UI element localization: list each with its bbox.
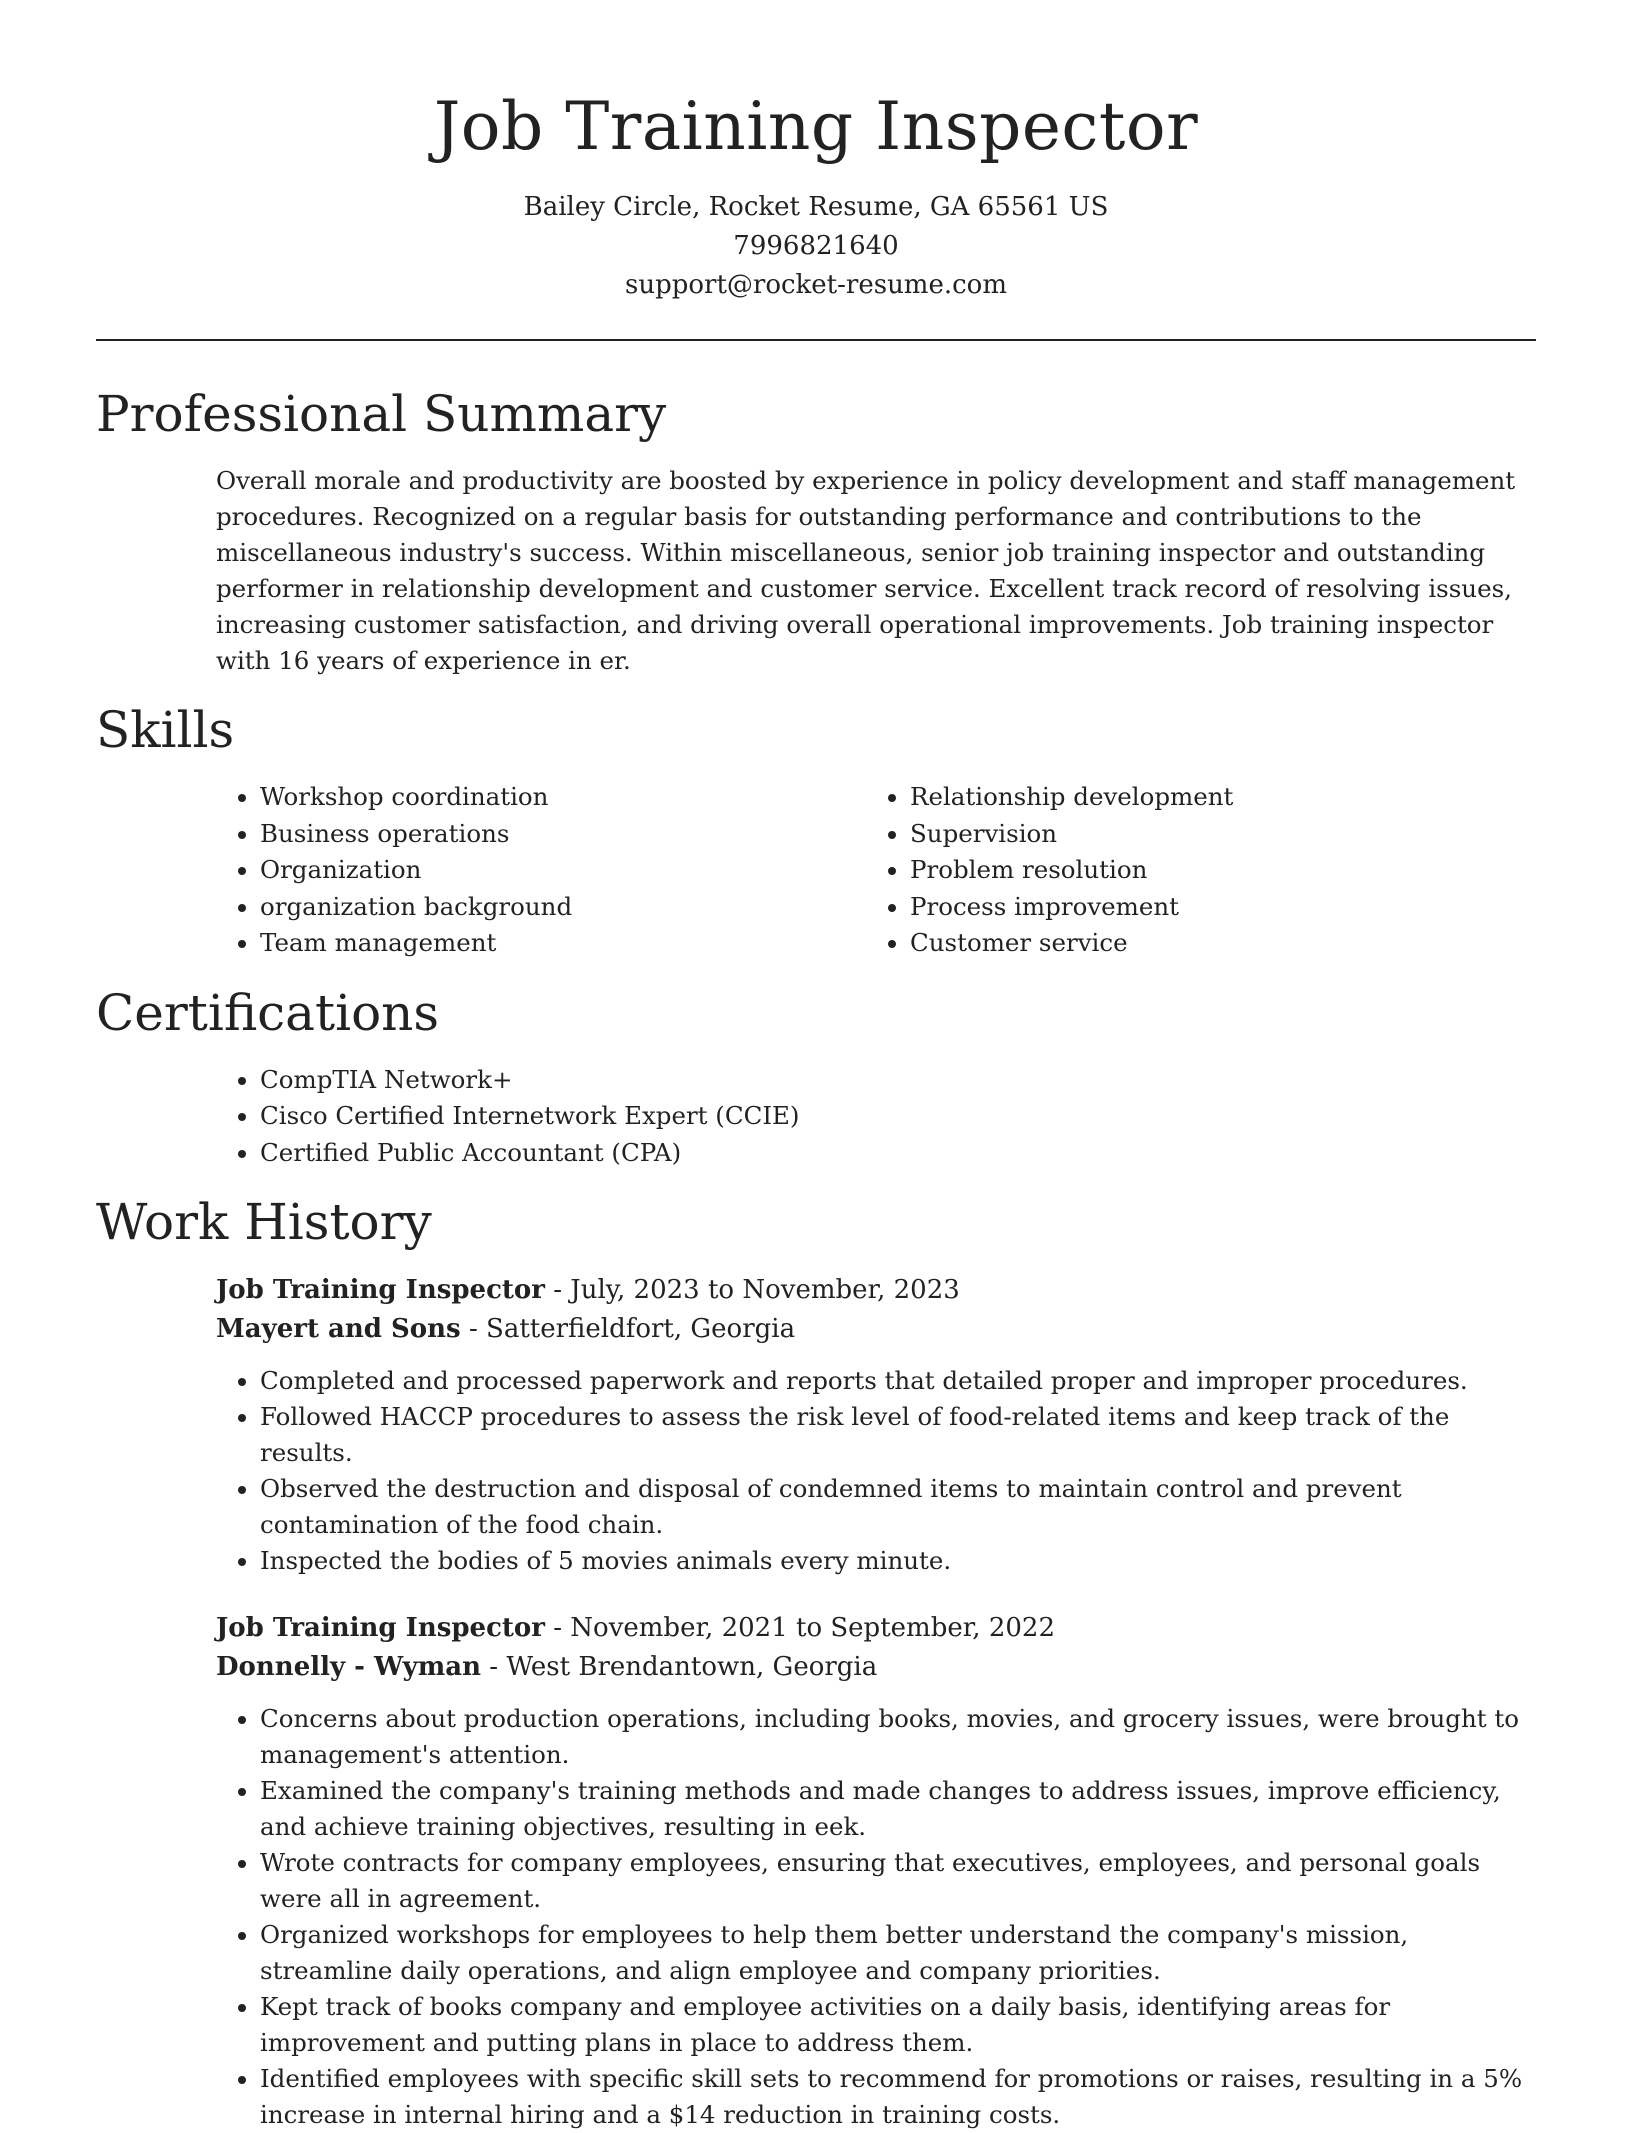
skill-item: • Supervision — [910, 816, 1410, 853]
job-duty: • Kept track of books company and employee activities on a daily basis, identifying areas for improvement and putting plans in place to address them. — [260, 1989, 1536, 2061]
job-title: Job Training Inspector — [216, 1275, 545, 1305]
job-duty: • Examined the company's training methods and made changes to address issues, improve efficiency, and achieve training objectives, resulting in eek. — [260, 1773, 1536, 1845]
job-dates: - July, 2023 to November, 2023 — [544, 1275, 960, 1305]
certifications-list — [96, 1062, 1536, 1172]
contact-email: support@rocket-resume.com — [624, 270, 1007, 300]
job-dates: - November, 2021 to September, 2022 — [544, 1613, 1055, 1643]
job-duty: • Wrote contracts for company employees, ensuring that executives, employees, and personal goals were all in agreement. — [260, 1845, 1536, 1917]
job-duty: • Followed HACCP procedures to assess the risk level of food-related items and keep track of the results. — [260, 1399, 1536, 1471]
skill-item: • Relationship development — [910, 779, 1410, 816]
certifications-heading: Certifications — [96, 983, 440, 1042]
job-title-line — [216, 1271, 1536, 1310]
job-location: - Satterfieldfort, Georgia — [460, 1314, 796, 1344]
skill-item: • Organization — [260, 852, 746, 889]
job-duties-list — [96, 1363, 1536, 1579]
certification-item: • Certified Public Accountant (CPA) — [260, 1135, 1536, 1172]
job-duties-list — [96, 1701, 1536, 2133]
skills-column-left — [96, 779, 746, 962]
job-entry — [96, 1271, 1536, 1579]
job-title: Job Training Inspector — [216, 1613, 545, 1643]
job-duty: • Inspected the bodies of 5 movies animals every minute. — [260, 1543, 1536, 1579]
job-duty: • Organized workshops for employees to help them better understand the company's mission, streamline daily operations, and align employee and company priorities. — [260, 1917, 1536, 1989]
certification-item: • CompTIA Network+ — [260, 1062, 1536, 1099]
job-duty: • Completed and processed paperwork and reports that detailed proper and improper procedures. — [260, 1363, 1536, 1399]
job-duty: • Concerns about production operations, including books, movies, and grocery issues, were brought to management's attention. — [260, 1701, 1536, 1773]
skill-item: • Problem resolution — [910, 852, 1410, 889]
resume-name: Job Training Inspector — [433, 88, 1199, 165]
contact-block — [96, 188, 1536, 305]
job-company: Donnelly - Wyman — [216, 1652, 481, 1682]
job-duty: • Observed the destruction and disposal of condemned items to maintain control and prevent contamination of the food chain. — [260, 1471, 1536, 1543]
header-divider — [96, 339, 1536, 341]
work-history-heading: Work History — [96, 1193, 432, 1251]
skill-item: • Team management — [260, 925, 746, 962]
job-title-line — [216, 1609, 1536, 1648]
job-company: Mayert and Sons — [216, 1314, 461, 1344]
job-company-line — [216, 1310, 1536, 1349]
certification-item: • Cisco Certified Internetwork Expert (CCIE) — [260, 1098, 1536, 1135]
summary-heading: Professional Summary — [96, 385, 667, 443]
skill-item: • Workshop coordination — [260, 779, 746, 816]
skills-column-right — [746, 779, 1410, 962]
job-duty: • Identified employees with specific skill sets to recommend for promotions or raises, resulting in a 5% increase in internal hiring and a $14 reduction in training costs. — [260, 2061, 1536, 2133]
skills-heading: Skills — [96, 701, 235, 759]
summary-text: Overall morale and productivity are boosted by experience in policy development and staff management procedures. Recognized on a regular basis for outstanding performance and contributions to the miscellaneous industry's success. Within miscellaneous, senior job training inspector and outstanding performer in relationship development and customer service. Excellent track record of resolving issues, increasing customer satisfaction, and driving overall operational improvements. Job training inspector with 16 years of experience in er. — [216, 466, 1516, 675]
skill-item: • Customer service — [910, 925, 1410, 962]
job-location: - West Brendantown, Georgia — [481, 1652, 878, 1682]
contact-address: Bailey Circle, Rocket Resume, GA 65561 US — [523, 192, 1109, 222]
job-company-line — [216, 1648, 1536, 1687]
job-entry — [96, 1609, 1536, 2133]
skill-item: • organization background — [260, 889, 746, 926]
skills-list — [96, 779, 1536, 962]
resume-page — [96, 0, 1536, 2133]
skill-item: • Process improvement — [910, 889, 1410, 926]
skill-item: • Business operations — [260, 816, 746, 853]
contact-phone: 7996821640 — [733, 231, 899, 261]
